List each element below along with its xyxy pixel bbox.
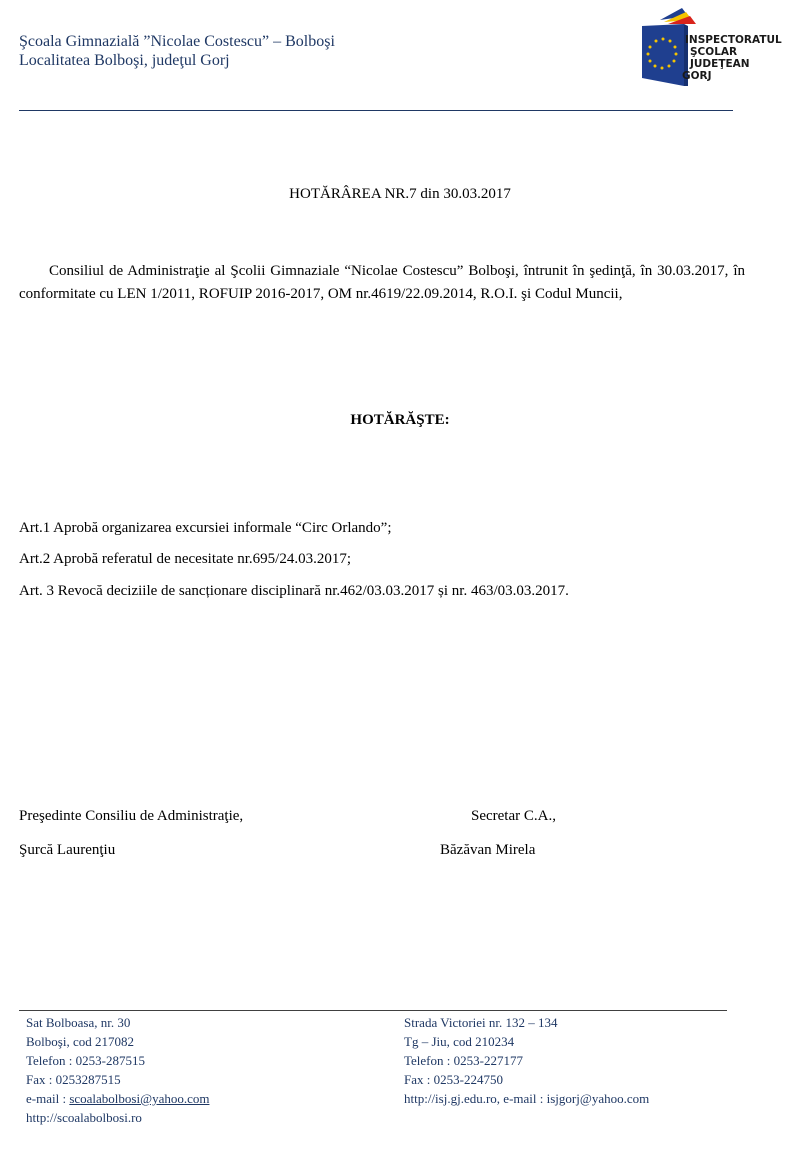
- footer-school-website[interactable]: http://scoalabolbosi.ro: [26, 1110, 142, 1125]
- logo-text-line4: GORJ: [682, 70, 712, 82]
- article-1: Art.1 Aprobă organizarea excursiei informale “Circ Orlando”;: [19, 520, 392, 536]
- footer-school-email-link[interactable]: scoalabolbosi@yahoo.com: [69, 1091, 210, 1106]
- footer-isj-fax: Fax : 0253-224750: [404, 1072, 503, 1087]
- footer-email-label: e-mail :: [26, 1091, 70, 1106]
- footer-isj-address: Strada Victoriei nr. 132 – 134: [404, 1015, 558, 1030]
- footer-school-postal: Bolboşi, cod 217082: [26, 1034, 134, 1049]
- footer-isj-contact: [404, 1013, 649, 1108]
- logo-text-line2: ŞCOLAR: [690, 46, 738, 58]
- intro-paragraph: Consiliul de Administraţie al Şcolii Gimnaziale “Nicolae Costescu” Bolboşi, întrunit în şedinţă, în 30.03.2017, în conformitate cu LEN 1/2011, ROFUIP 2016-2017, OM nr.4619/22.09.2014, R.O.I. şi Codul Muncii,: [19, 263, 745, 302]
- school-name: Şcoala Gimnazială ”Nicolae Costescu” – Bolboşi: [19, 33, 335, 50]
- president-role: Preşedinte Consiliu de Administraţie,: [19, 808, 244, 824]
- footer-school-fax: Fax : 0253287515: [26, 1072, 121, 1087]
- decision-title: HOTĂRÂREA NR.7 din 30.03.2017: [289, 186, 511, 202]
- article-3: Art. 3 Revocă deciziile de sancționare disciplinară nr.462/03.03.2017 și nr. 463/03.03.2017.: [19, 583, 569, 599]
- footer-school-contact: [26, 1013, 209, 1127]
- footer-school-phone: Telefon : 0253-287515: [26, 1053, 145, 1068]
- footer-isj-postal: Tg – Jiu, cod 210234: [404, 1034, 515, 1049]
- isj-logo-graphic: [640, 6, 782, 88]
- logo-text-line1: INSPECTORATUL: [685, 34, 782, 46]
- secretary-role: Secretar C.A.,: [471, 808, 556, 824]
- president-name: Şurcă Laurenţiu: [19, 842, 116, 858]
- header-divider: [19, 110, 733, 111]
- secretary-name: Băzăvan Mirela: [440, 842, 536, 858]
- footer-school-address: Sat Bolboasa, nr. 30: [26, 1015, 131, 1030]
- school-locality: Localitatea Bolboşi, judeţul Gorj: [19, 52, 230, 69]
- logo-text-line3: JUDEŢEAN: [690, 58, 750, 70]
- article-2: Art.2 Aprobă referatul de necesitate nr.695/24.03.2017;: [19, 551, 351, 567]
- footer-divider: [19, 1010, 727, 1011]
- footer-isj-phone: Telefon : 0253-227177: [404, 1053, 523, 1068]
- footer-isj-web-email[interactable]: http://isj.gj.edu.ro, e-mail : isjgorj@yahoo.com: [404, 1091, 650, 1106]
- school-header: [19, 32, 335, 70]
- decides-heading: HOTĂRĂŞTE:: [350, 412, 450, 428]
- footer-school-email-line: [26, 1089, 209, 1108]
- isj-gorj-logo: [640, 6, 782, 88]
